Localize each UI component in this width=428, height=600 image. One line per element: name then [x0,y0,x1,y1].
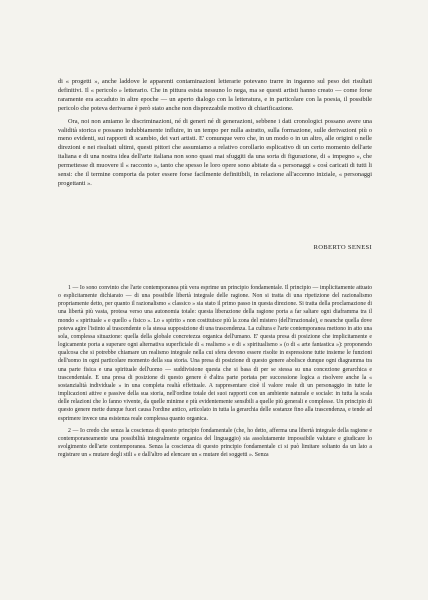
essay-paragraph-1: di « progetti », anche laddove le apparenti contaminazioni letterarie potevano trarre in inganno sul peso dei risultati definitivi. Il « pericolo » letterario. Che in pittura esista nessuno lo nega, ma se questi artisti hanno creato — come forse raramente era accaduto in altre epoche — un aperto dialogo con la letteratura, e in particolare con la poesia, il possibile pericolo che poteva derivarne è però stato anche non disprezzabile motivo di chiarificazione. [58,78,372,112]
footnotes [58,284,372,459]
essay-paragraph-2: Ora, noi non amiamo le discriminazioni, né di generi né di generazioni, sebbene i dati cronologici possano avere una validità storica e possano indubbiamente influire, in un tempo per nulla astratto, sulla formazione, sulle derivazioni più o meno evidenti, sui rapporti di scambio, dei vari artisti. E' comunque vero che, in un modo o in un altro, alle origini o nelle direzioni e nei risultati ultimi, questi pittori che assumiamo a relativo corollario esplicativo di un certo momento dell'arte italiana e di una nostra idea dell'arte italiana non sono quasi mai sfuggiti da una sorta di figurazione, di « impegno », che permettesse di muovere il « racconto », tanto che spesso le loro opere sono abitate da « personaggi » così caricati di tutti li sensi: che il termine comporta da poter essere forse facilmente definitibili, in relazione all'accenno iniziale, « personaggi progettanti ». [58,117,372,187]
footnote-2: 2 — Io credo che senza la coscienza di questo principio fondamentale (che, ho detto, afferma una libertà integrale della ragione e contemporaneamente una possibilità integralmente organica del linguaggio) sia assolutamente impossibile valutare e giudicare lo svolgimento dell'arte contemporanea. Senza la coscienza di questo principio fondamentale ci si può limitare soltanto da un lato a registrare un « mutare degli stili » e dall'altro ad elencare un « mutare dei soggetti ». Senza [58,427,372,459]
essay-body [58,78,372,189]
footnote-1: 1 — Io sono convinto che l'arte contemporanea più vera esprime un principio fondamentale. Il principio — implicitamente attuato o esplicitamente dichiarato — di una possibile libertà integrale delle ragione. Non si tratta di una ripetizione del razionalismo propriamente detto, per quanto il razionalismo « classico » sia stato il primo passo in questa direzione. Si tratta della proclamazione di una libertà più vasta, protesa verso una autonomia totale: questa liberazione della ragione porta a far saltare ogni diaframma tra il mondo « spirituale » e quello « fisico ». Lo « spirito » non costituisce più la zona del mistero (dell'irrazionale), e neanche quella dove poteva agire l'istinto al trascendente o la stessa supposizione di una trascendenza. La cultura e l'arte contemporanea mettono in atto una sola, complessa situazione: quella della globale concretezza organica dell'umano. E' questa presa di posizione che implicitamente e logicamente porta a superare ogni alternativa superficiale di « realismo » e di « spiritualismo » (o di « arte fantastica »): proponendo qualcosa che si potrebbe chiamare un realismo integrale nella cui sfera devono essere risolte in espressione tutte insieme le funzioni dell'uomo in ogni particolare momento della sua storia. Una presa di posizione di questo genere abolisce dunque ogni diagramma tra una parte fisica e una spirituale dell'uomo — suddivisione questa che si basa di per se stessa su una concezione gerarchica e trascendentale. E una presa di posizione di questo genere è d'altra parte portata per successione logica a risolvere anche la « sostanzialità individuale » in una completa realtà effettuale. A rappresentare cioè il valore reale di un personaggio in tutte le implicazioni attive e passive della sua storia, nell'ordine totale dei suoi rapporti con un ambiente naturale e sociale: in tutta la scala delle relazioni che lo fanno vivente, da quelle minime e più evidentemente sensibili a quelle più generali e complesse. Un principio di questo genere mette dunque fuori causa l'ordine antico, articolato in tutta la gerarchia delle sostanze fino alla trascendenza, e tende ad esprimere invece una esistenza reale complessa quanto organica. [58,285,372,422]
author-signature: ROBERTO SENESI [313,244,372,251]
